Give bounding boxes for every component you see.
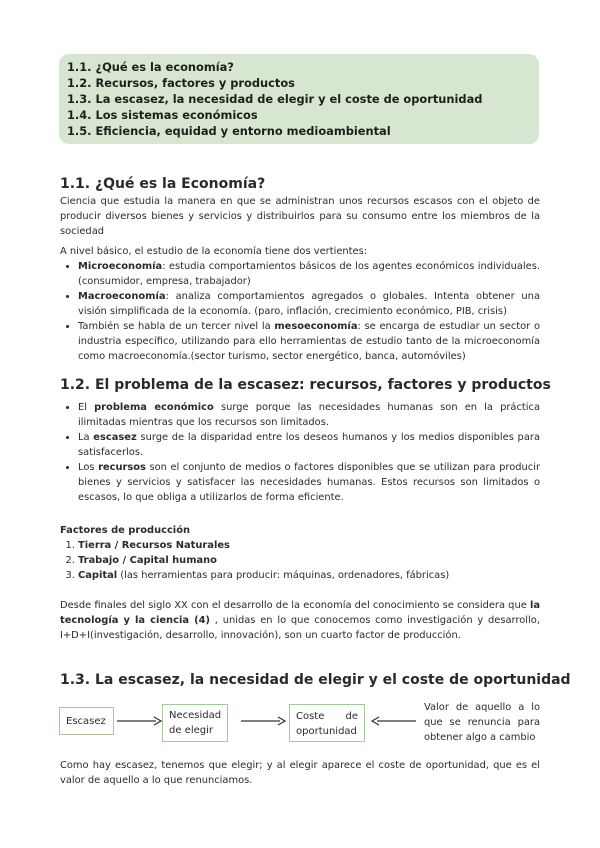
table-of-contents	[59, 54, 539, 144]
intro-paragraph: A nivel básico, el estudio de la economía tiene dos vertientes:	[60, 246, 368, 257]
list-item: • Los recursos son el conjunto de medios o factores disponibles que se utilizan para producir bienes y servicios y satisfacer las necesidades humanas. Estos recursos son limitados o escasos, lo que obliga a utilizarlos de forma eficiente.	[78, 460, 540, 505]
factors-list	[60, 538, 540, 583]
list-item: 1. Tierra / Recursos Naturales	[78, 538, 540, 553]
list-item: • También se habla de un tercer nivel la mesoeconomía: se encarga de estudiar un sector o industria específico, utilizando para ello herramientas de estudio tanto de la microeconomía como macroeconomía.(sector turismo, sector energético, banca, automóviles)	[78, 319, 540, 364]
toc-item: 1.3. La escasez, la necesidad de elegir y el coste de oportunidad	[67, 92, 483, 106]
economy-levels-list	[60, 259, 540, 364]
toc-item: 1.5. Eficiencia, equidad y entorno medioambiental	[67, 124, 391, 138]
factors-heading: Factores de producción	[60, 525, 191, 536]
opportunity-cost-box: Coste de oportunidad	[289, 704, 365, 742]
list-item: 2. Trabajo / Capital humano	[78, 553, 540, 568]
arrow-icon	[240, 715, 286, 727]
section-heading: 1.2. El problema de la escasez: recursos, factores y productos	[60, 377, 551, 393]
list-item: • La escasez surge de la disparidad entre los deseos humanos y los medios disponibles para satisfacerlos.	[78, 430, 540, 460]
list-item: • Macroeconomía: analiza comportamientos agregados o globales. Intenta obtener una visión simplificada de la economía. (paro, inflación, crecimiento económico, PIB, crisis)	[78, 289, 540, 319]
technology-paragraph: Desde finales del siglo XX con el desarrollo de la economía del conocimiento se considera que la tecnología y la ciencia (4) , unidas en lo que conocemos como investigación y desarrollo, I+D+I(investigación, desarrollo, innovación), son un cuarto factor de producción.	[60, 600, 540, 641]
list-item: • El problema económico surge porque las necesidades humanas son en la práctica ilimitadas mientras que los recursos son limitados.	[78, 400, 540, 430]
scarcity-box: Escasez	[59, 707, 114, 735]
arrow-icon	[371, 715, 417, 727]
toc-item: 1.2. Recursos, factores y productos	[67, 76, 295, 90]
toc-item: 1.1. ¿Qué es la economía?	[67, 60, 234, 74]
opportunity-cost-note: Valor de aquello a lo que se renuncia para obtener algo a cambio	[424, 702, 540, 743]
toc-item: 1.4. Los sistemas económicos	[67, 108, 258, 122]
definition-paragraph: Ciencia que estudia la manera en que se administran unos recursos escasos con el objeto de producir diversos bienes y servicios y distribuirlos para su consumo entre los miembros de la sociedad	[60, 196, 540, 237]
list-item: • Microeconomía: estudia comportamientos básicos de los agentes económicos individuales. (consumidor, empresa, trabajador)	[78, 259, 540, 289]
scarcity-list	[60, 400, 540, 505]
section-heading: 1.3. La escasez, la necesidad de elegir y el coste de oportunidad	[60, 672, 571, 688]
choose-box: Necesidad de elegir	[162, 704, 228, 742]
arrow-icon	[116, 715, 162, 727]
list-item: 3. Capital (las herramientas para producir: máquinas, ordenadores, fábricas)	[78, 568, 540, 583]
section-heading: 1.1. ¿Qué es la Economía?	[60, 176, 266, 192]
conclusion-paragraph: Como hay escasez, tenemos que elegir; y al elegir aparece el coste de oportunidad, que es el valor de aquello a lo que renunciamos.	[60, 760, 540, 786]
